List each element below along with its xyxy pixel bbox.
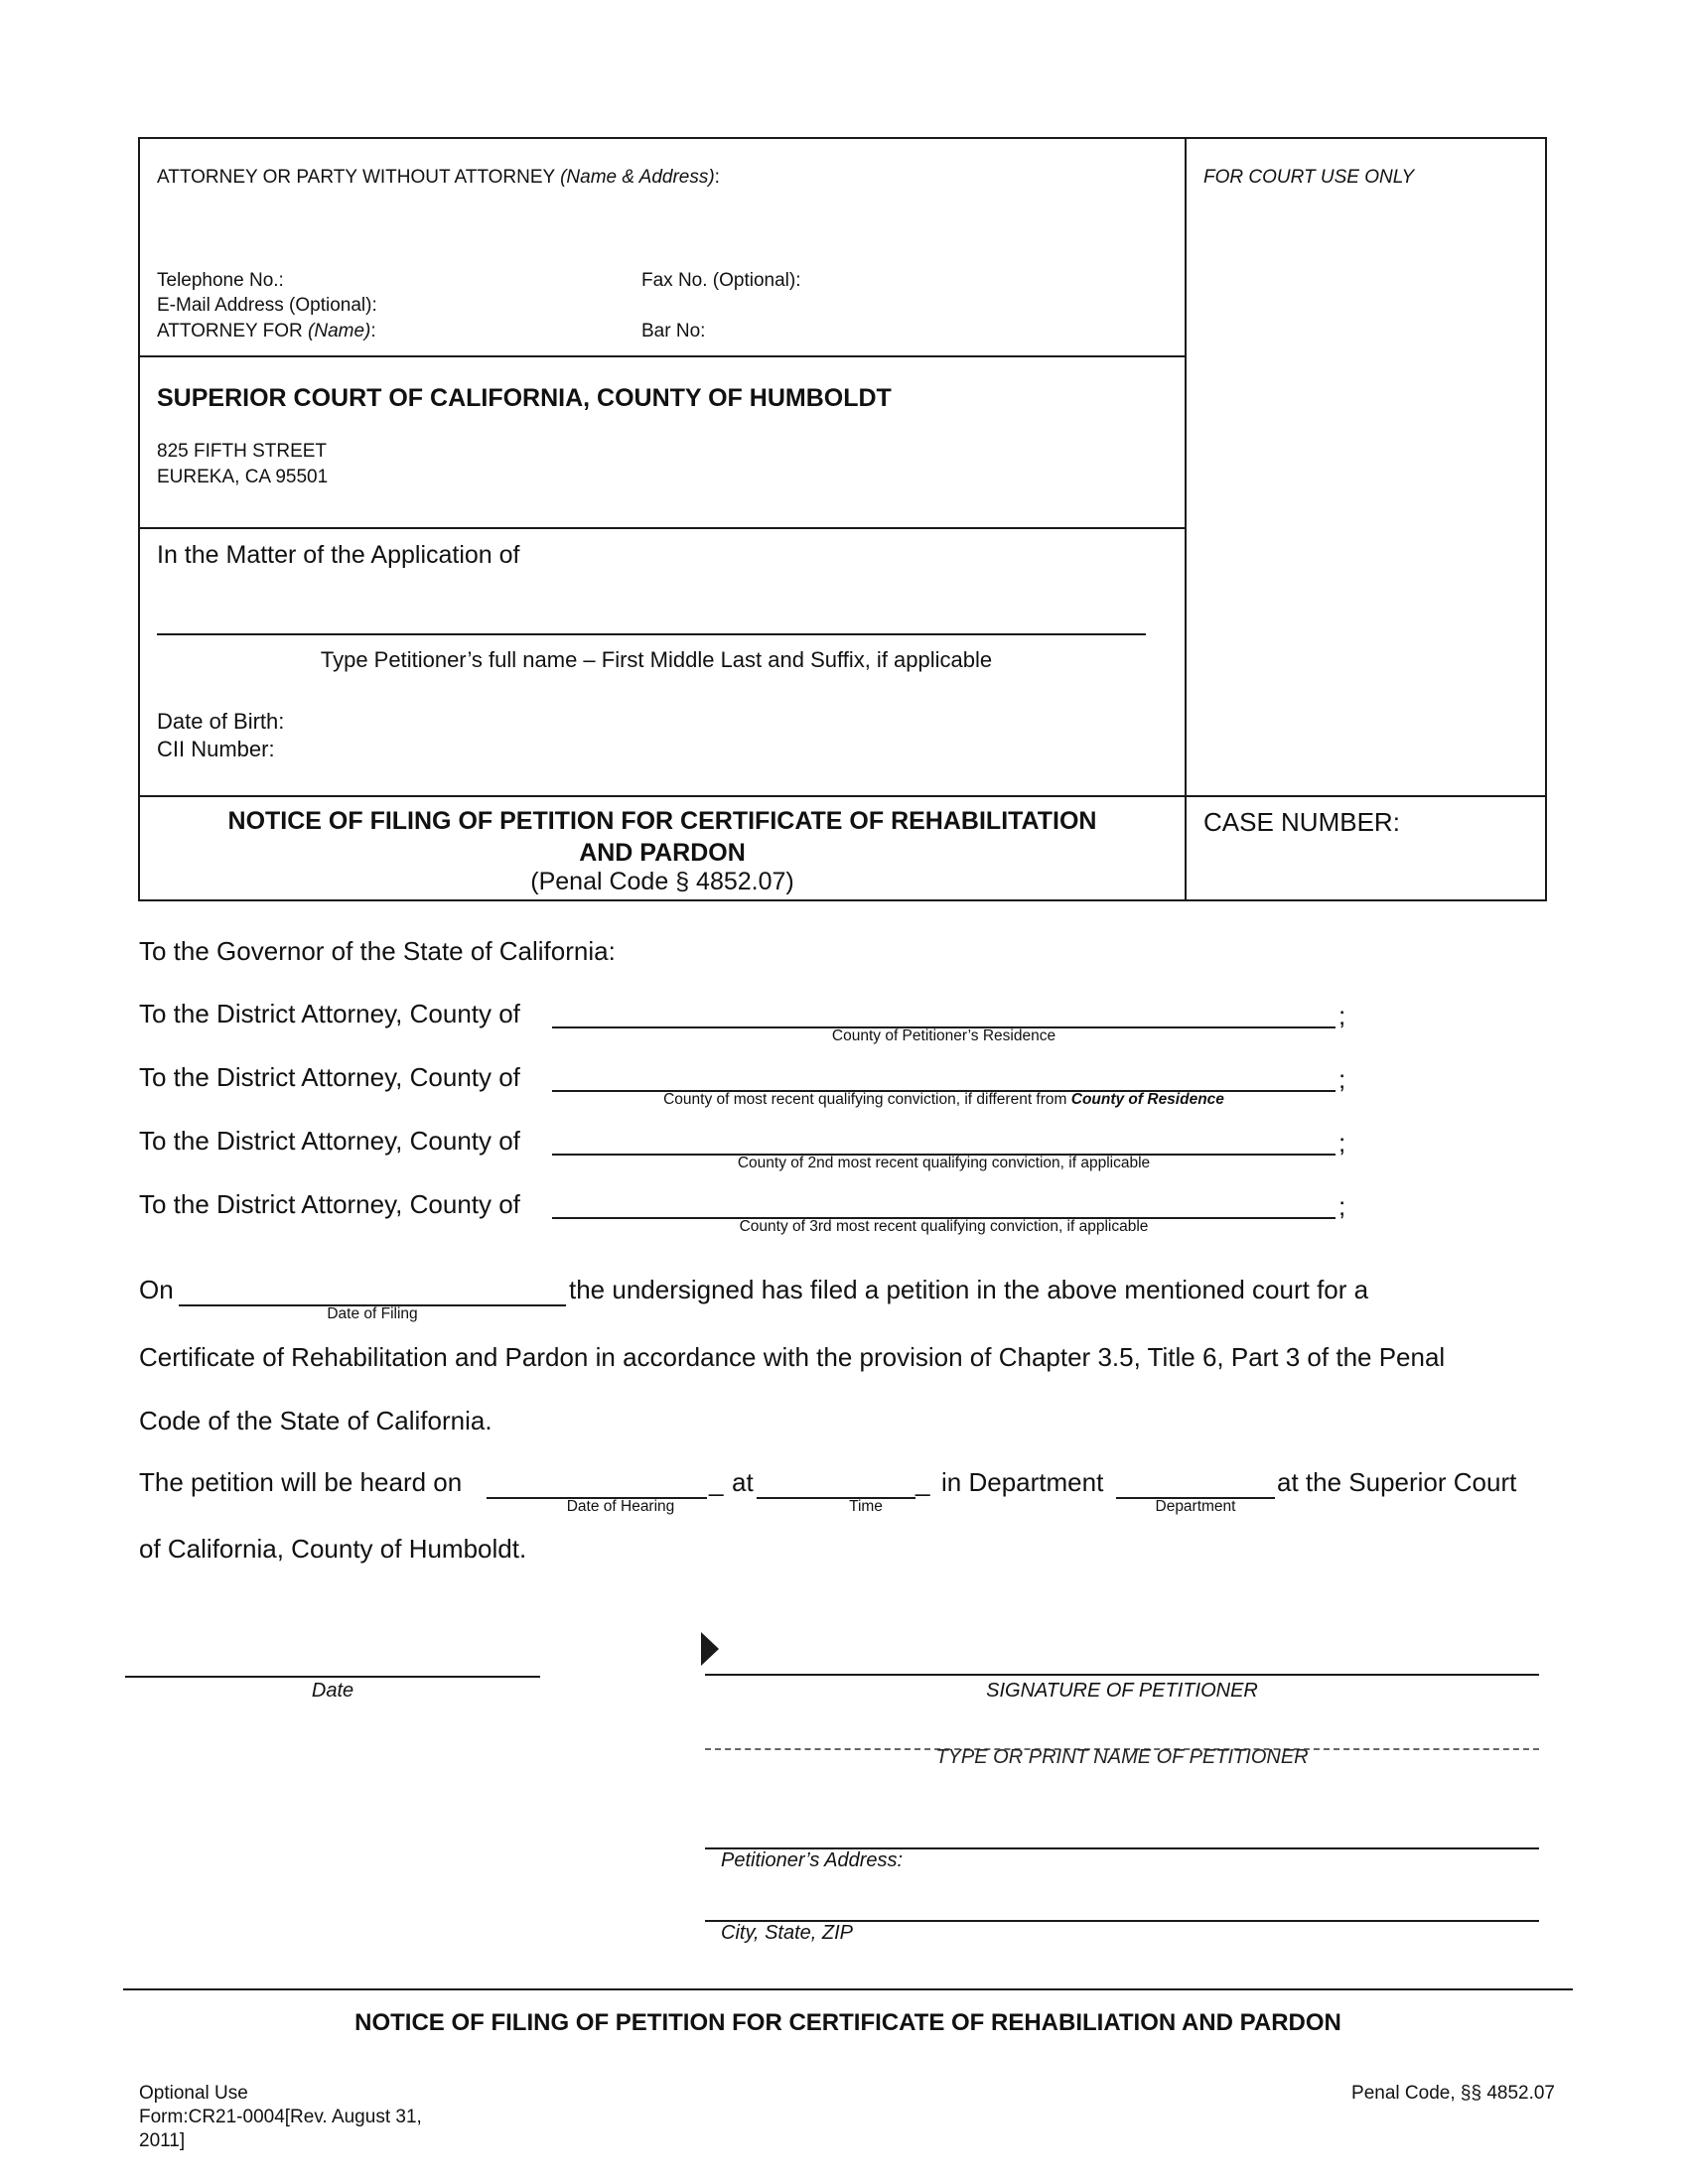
- paragraph-line-3: Code of the State of California.: [139, 1406, 492, 1435]
- matter-of-label: In the Matter of the Application of: [157, 541, 520, 569]
- cii-label: CII Number:: [157, 737, 275, 761]
- title-section-divider: [138, 795, 1547, 797]
- sign-here-arrow-icon: [701, 1632, 719, 1666]
- to-da-1: To the District Attorney, County of: [139, 999, 520, 1028]
- attorney-label: ATTORNEY OR PARTY WITHOUT ATTORNEY (Name & Address):: [157, 167, 720, 188]
- da-semicolon-3: ;: [1338, 1128, 1346, 1158]
- hearing-underscore-2: _: [915, 1467, 930, 1497]
- signature-field[interactable]: [705, 1674, 1539, 1676]
- footer-penal-code: Penal Code, §§ 4852.07: [1351, 2083, 1555, 2104]
- bar-no-label: Bar No:: [641, 321, 706, 341]
- hearing-underscore-1: _: [709, 1467, 724, 1497]
- court-section-divider: [138, 527, 1186, 529]
- signature-caption: SIGNATURE OF PETITIONER: [986, 1680, 1258, 1702]
- da-caption-3: County of 2nd most recent qualifying conviction, if applicable: [737, 1155, 1151, 1171]
- at-label: at: [732, 1467, 754, 1497]
- telephone-label: Telephone No.:: [157, 270, 284, 291]
- da-semicolon-1: ;: [1338, 1001, 1346, 1030]
- court-use-divider: [1185, 137, 1187, 901]
- attorney-for-label: ATTORNEY FOR (Name):: [157, 321, 376, 341]
- da-semicolon-2: ;: [1338, 1064, 1346, 1094]
- form-title-code: (Penal Code § 4852.07): [530, 868, 794, 895]
- da-caption-1: County of Petitioner’s Residence: [831, 1027, 1056, 1044]
- hearing-line-2: of California, County of Humboldt.: [139, 1534, 527, 1564]
- paragraph-line-2: Certificate of Rehabilitation and Pardon in accordance with the provision of Chapter 3.5, Title 6, Part 3 of the Penal: [139, 1342, 1446, 1372]
- caption-box: [138, 137, 1547, 901]
- in-department-label: in Department: [941, 1467, 1104, 1497]
- department-caption: Department: [1155, 1498, 1236, 1515]
- fax-label: Fax No. (Optional):: [641, 270, 801, 291]
- court-name: SUPERIOR COURT OF CALIFORNIA, COUNTY OF HUMBOLDT: [157, 384, 892, 412]
- petitioner-name-hint: Type Petitioner’s full name – First Middle Last and Suffix, if applicable: [320, 647, 993, 672]
- case-number-label: CASE NUMBER:: [1203, 807, 1400, 837]
- to-da-2: To the District Attorney, County of: [139, 1062, 520, 1092]
- form-title-line1: NOTICE OF FILING OF PETITION FOR CERTIFICATE OF REHABILITATION: [227, 807, 1097, 835]
- footer-form-line2: 2011]: [139, 2130, 186, 2151]
- dob-label: Date of Birth:: [157, 709, 285, 734]
- hearing-time-caption: Time: [849, 1498, 883, 1515]
- to-da-3: To the District Attorney, County of: [139, 1126, 520, 1156]
- date-signature-field[interactable]: [125, 1676, 540, 1678]
- footer-optional-use: Optional Use: [139, 2083, 248, 2104]
- court-street: 825 FIFTH STREET: [157, 441, 328, 462]
- date-caption: Date: [311, 1680, 354, 1702]
- da-semicolon-4: ;: [1338, 1191, 1346, 1221]
- address-caption: Petitioner’s Address:: [721, 1849, 904, 1871]
- hearing-date-caption: Date of Hearing: [566, 1498, 675, 1515]
- filing-date-caption: Date of Filing: [327, 1305, 418, 1322]
- to-governor: To the Governor of the State of California:: [139, 936, 616, 966]
- court-use-label: FOR COURT USE ONLY: [1203, 167, 1415, 188]
- footer-rule: [123, 1988, 1573, 1990]
- print-name-caption: TYPE OR PRINT NAME OF PETITIONER: [935, 1746, 1309, 1768]
- da-caption-2: County of most recent qualifying conviction, if different from County of Residence: [663, 1091, 1224, 1108]
- da-caption-4: County of 3rd most recent qualifying conviction, if applicable: [739, 1218, 1149, 1235]
- attorney-section-divider: [138, 355, 1186, 357]
- heard-on-label: The petition will be heard on: [139, 1467, 463, 1497]
- footer-title: NOTICE OF FILING OF PETITION FOR CERTIFICATE OF REHABILIATION AND PARDON: [354, 2009, 1341, 2036]
- court-city: EUREKA, CA 95501: [157, 467, 329, 487]
- on-label: On: [139, 1275, 174, 1304]
- at-superior-court: at the Superior Court: [1277, 1467, 1517, 1497]
- to-da-4: To the District Attorney, County of: [139, 1189, 520, 1219]
- city-state-zip-caption: City, State, ZIP: [721, 1922, 853, 1944]
- form-title-line2: AND PARDON: [579, 839, 746, 867]
- on-rest: the undersigned has filed a petition in the above mentioned court for a: [569, 1275, 1369, 1304]
- petitioner-name-line[interactable]: [157, 633, 1146, 635]
- email-label: E-Mail Address (Optional):: [157, 295, 377, 316]
- footer-form-line1: Form:CR21-0004[Rev. August 31,: [139, 2107, 422, 2127]
